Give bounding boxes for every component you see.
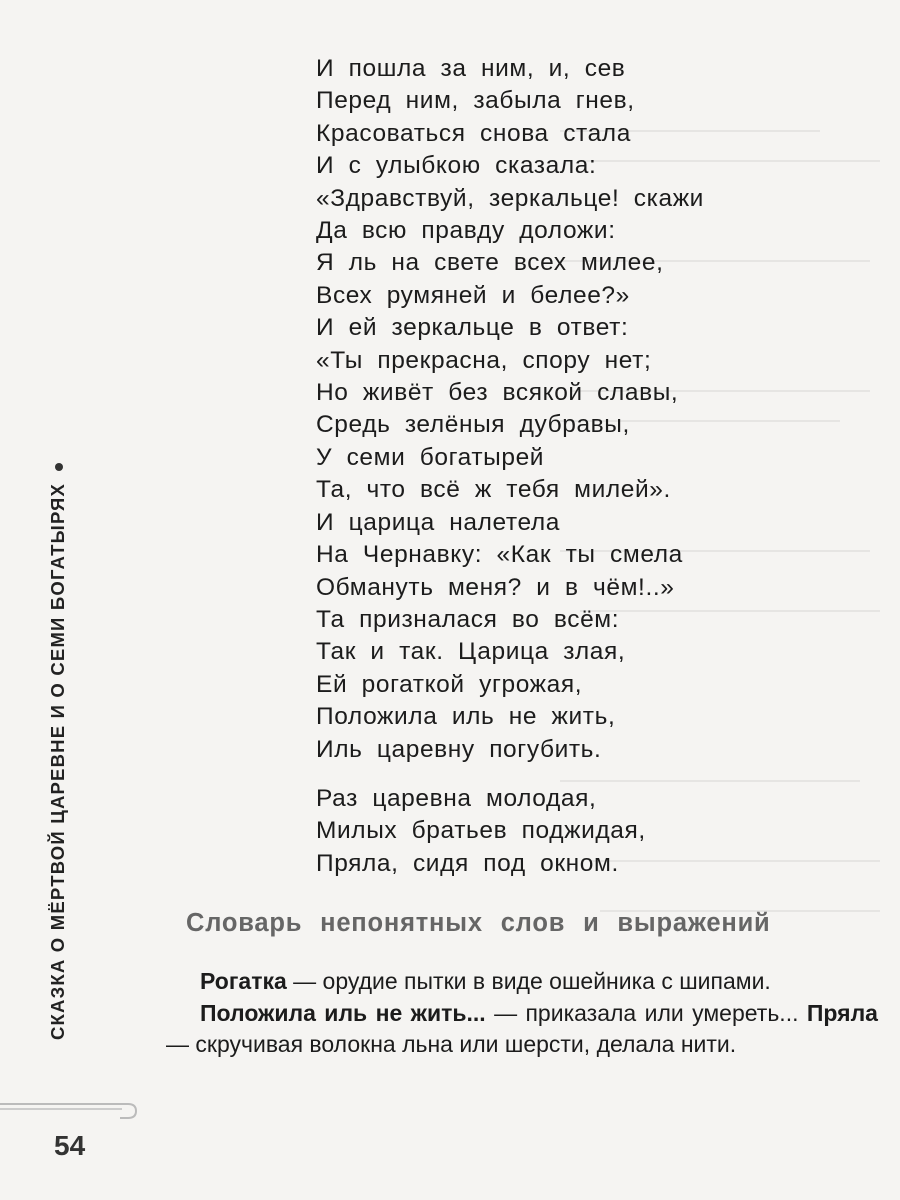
glossary-definition: — скручивая волокна льна или шерсти, делала нити. <box>166 1031 737 1057</box>
glossary-entry-2 <box>166 998 878 1061</box>
poem-line: «Ты прекрасна, спору нет; <box>316 346 652 374</box>
poem-line: Да всю правду доложи: <box>316 217 616 245</box>
poem-line: Та, что всё ж тебя милей». <box>316 476 671 504</box>
poem-line: Иль царевну погубить. <box>316 735 602 763</box>
poem-line: Так и так. Царица злая, <box>316 638 626 666</box>
glossary-definition: — орудие пытки в виде ошейника с шипами. <box>286 968 771 994</box>
poem-text <box>316 53 876 880</box>
page-number: 54 <box>54 1130 86 1161</box>
poem-line: Ей рогаткой угрожая, <box>316 670 583 698</box>
glossary-heading: Словарь непонятных слов и выражений <box>186 909 771 937</box>
glossary-term: Пряла <box>806 999 878 1026</box>
poem-line: Всех румяней и белее?» <box>316 281 630 309</box>
running-title-text: СКАЗКА О МЁРТВОЙ ЦАРЕВНЕ И О СЕМИ БОГАТЫРЯХ <box>47 482 68 1040</box>
glossary-entry-1 <box>166 966 878 998</box>
poem-stanza-2 <box>316 783 876 880</box>
poem-line: И с улыбкою сказала: <box>316 152 597 180</box>
poem-line: Пряла, сидя под окном. <box>316 849 619 877</box>
poem-line: Но живёт без всякой славы, <box>316 379 679 407</box>
poem-line: Та призналася во всём: <box>316 605 620 633</box>
glossary-body <box>166 966 878 1061</box>
poem-line: И ей зеркальце в ответ: <box>316 314 629 342</box>
glossary-term: Положила иль не жить... <box>200 999 486 1026</box>
running-title <box>47 463 69 1040</box>
poem-line: Милых братьев поджидая, <box>316 817 646 845</box>
poem-line: Раз царевна молодая, <box>316 784 597 812</box>
poem-line: И царица налетела <box>316 508 560 536</box>
poem-line: У семи богатырей <box>316 443 545 471</box>
glossary-term: Рогатка <box>200 968 287 994</box>
glossary-definition: — приказала или умереть... <box>485 999 807 1026</box>
page-corner-ornament <box>0 1096 150 1126</box>
poem-stanza-1 <box>316 53 876 766</box>
poem-line: Перед ним, забыла гнев, <box>316 87 635 115</box>
poem-line: Красоваться снова стала <box>316 119 631 147</box>
poem-line: На Чернавку: «Как ты смела <box>316 541 683 569</box>
poem-line: Средь зелёныя дубравы, <box>316 411 630 439</box>
poem-line: Положила иль не жить, <box>316 703 616 731</box>
poem-line: Обмануть меня? и в чём!..» <box>316 573 675 601</box>
poem-line: Я ль на свете всех милее, <box>316 249 664 277</box>
poem-line: «Здравствуй, зеркальце! скажи <box>316 184 704 212</box>
bullet-dot-icon <box>55 463 63 471</box>
poem-line: И пошла за ним, и, сев <box>316 55 626 82</box>
